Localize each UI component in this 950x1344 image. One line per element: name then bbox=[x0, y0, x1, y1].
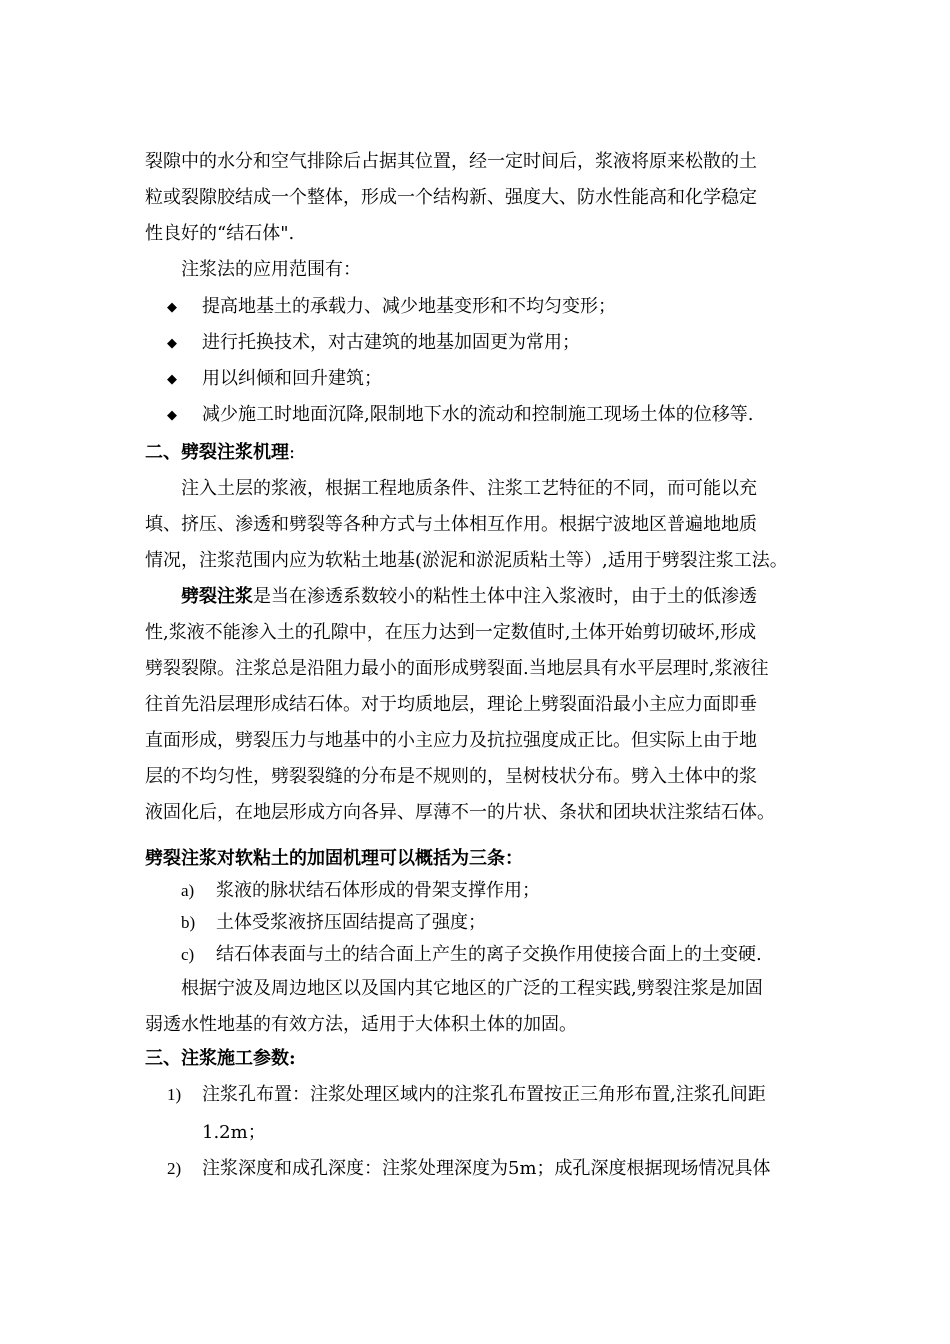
list-item: 结石体表面与土的结合面上产生的离子交换作用使接合面上的土变硬. bbox=[216, 944, 762, 965]
bullet-item: 提高地基土的承载力、减少地基变形和不均匀变形； bbox=[202, 296, 616, 317]
diamond-bullet-icon: ◆ bbox=[167, 300, 177, 315]
list-marker: b) bbox=[181, 913, 196, 932]
body-text-line: 层的不均匀性，劈裂裂缝的分布是不规则的，呈树枝状分布。劈入土体中的浆 bbox=[145, 766, 757, 787]
body-text-line: 弱透水性地基的有效方法，适用于大体积土体的加固。 bbox=[145, 1014, 577, 1035]
section-heading: 三、注浆施工参数: bbox=[145, 1048, 296, 1069]
list-item: 注浆孔布置：注浆处理区域内的注浆孔布置按正三角形布置,注浆孔间距 bbox=[202, 1084, 766, 1105]
body-text-line: 根据宁波及周边地区以及国内其它地区的广泛的工程实践,劈裂注浆是加固 bbox=[181, 978, 763, 999]
body-text-line: 裂隙中的水分和空气排除后占据其位置，经一定时间后，浆液将原来松散的土 bbox=[145, 151, 757, 172]
body-text-line bbox=[181, 585, 757, 609]
bullet-item: 用以纠倾和回升建筑； bbox=[202, 368, 382, 389]
section-heading bbox=[145, 441, 295, 465]
list-marker: c) bbox=[181, 945, 195, 964]
body-text-line: 注入土层的浆液，根据工程地质条件、注浆工艺特征的不同，而可能以充 bbox=[181, 478, 757, 499]
diamond-bullet-icon: ◆ bbox=[167, 336, 177, 351]
list-marker: 1) bbox=[167, 1085, 182, 1104]
list-marker: a) bbox=[181, 881, 195, 900]
mechanism-heading: 劈裂注浆对软粘土的加固机理可以概括为三条： bbox=[145, 848, 523, 869]
list-item: 土体受浆液挤压固结提高了强度； bbox=[216, 912, 486, 933]
scope-title: 注浆法的应用范围有： bbox=[181, 259, 361, 280]
body-text-line: 填、挤压、渗透和劈裂等各种方式与土体相互作用。根据宁波地区普遍地地质 bbox=[145, 514, 757, 535]
body-text-line: 情况，注浆范围内应为软粘土地基(淤泥和淤泥质粘土等）,适用于劈裂注浆工法。 bbox=[145, 550, 788, 571]
list-marker: 2) bbox=[167, 1159, 182, 1178]
section-heading-text: 二、劈裂注浆机理 bbox=[145, 442, 289, 463]
list-item: 注浆深度和成孔深度：注浆处理深度为5m；成孔深度根据现场情况具体 bbox=[202, 1158, 771, 1179]
heading-colon: : bbox=[289, 442, 296, 463]
list-item: 浆液的脉状结石体形成的骨架支撑作用； bbox=[216, 880, 540, 901]
bullet-item: 减少施工时地面沉降,限制地下水的流动和控制施工现场土体的位移等. bbox=[202, 404, 754, 425]
body-text-line: 直面形成，劈裂压力与地基中的小主应力及抗拉强度成正比。但实际上由于地 bbox=[145, 730, 757, 751]
diamond-bullet-icon: ◆ bbox=[167, 408, 177, 423]
list-item-continuation: 1.2m； bbox=[202, 1122, 266, 1143]
body-text-span: 是当在渗透系数较小的粘性土体中注入浆液时，由于土的低渗透 bbox=[253, 586, 757, 607]
diamond-bullet-icon: ◆ bbox=[167, 372, 177, 387]
body-text-line: 往首先沿层理形成结石体。对于均质地层，理论上劈裂面沿最小主应力面即垂 bbox=[145, 694, 757, 715]
body-text-line: 劈裂裂隙。注浆总是沿阻力最小的面形成劈裂面.当地层具有水平层理时,浆液往 bbox=[145, 658, 769, 679]
body-text-line: 液固化后，在地层形成方向各异、厚薄不一的片状、条状和团块状注浆结石体。 bbox=[145, 802, 775, 823]
body-text-line: 性,浆液不能渗入土的孔隙中，在压力达到一定数值时,土体开始剪切破坏,形成 bbox=[145, 622, 757, 643]
bullet-item: 进行托换技术，对古建筑的地基加固更为常用； bbox=[202, 332, 580, 353]
body-text-line: 性良好的“结石体". bbox=[145, 223, 295, 244]
body-text-line: 粒或裂隙胶结成一个整体，形成一个结构新、强度大、防水性能高和化学稳定 bbox=[145, 187, 757, 208]
bold-term: 劈裂注浆 bbox=[181, 586, 253, 607]
